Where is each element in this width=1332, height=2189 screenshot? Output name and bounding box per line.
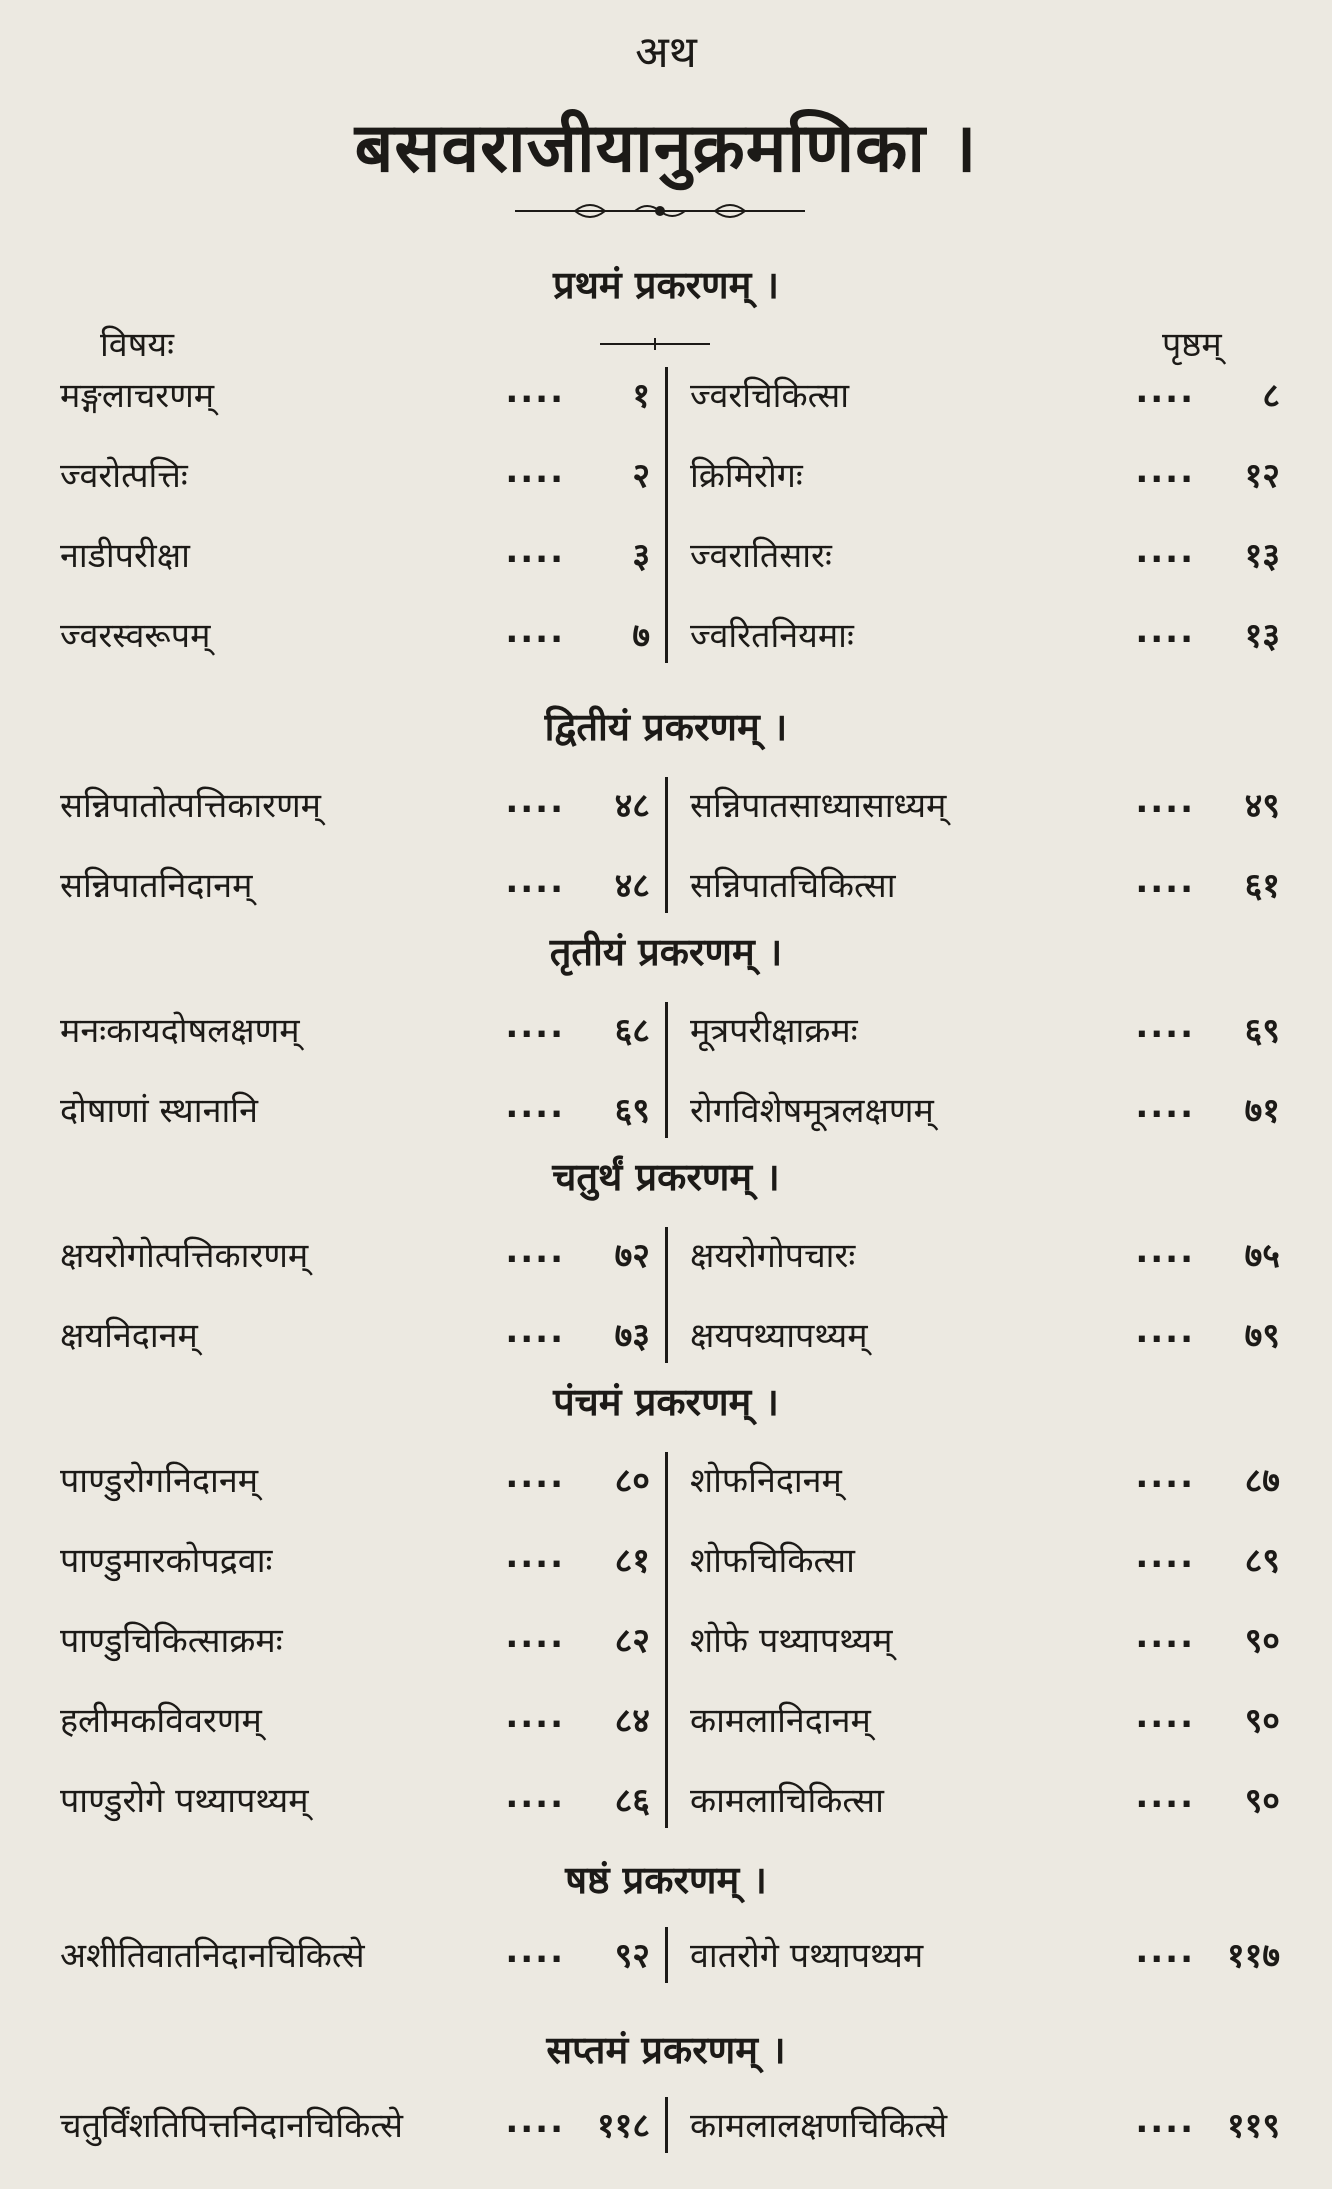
index-entry [690,1530,1280,1590]
index-entry [690,445,1280,505]
entry-label: पाण्डुरोगनिदानम् [60,1461,259,1501]
leader-dots: .... [1135,611,1195,651]
index-entry [690,1225,1280,1285]
entry-label: सन्निपातसाध्यासाध्यम् [690,786,947,826]
index-entry [60,1450,650,1510]
entry-label: मङ्गलाचरणम् [60,376,215,416]
leader-dots: .... [1135,1696,1195,1736]
index-entry [60,775,650,835]
index-entry [60,1690,650,1750]
leader-dots: .... [1135,371,1195,411]
section-heading: षष्ठं प्रकरणम् । [565,1858,767,1902]
entry-page-number: ४८ [614,786,650,826]
entry-page-number: ८६ [614,1781,650,1821]
index-entry [60,445,650,505]
entry-label: मूत्रपरीक्षाक्रमः [690,1011,858,1051]
entry-label: ज्वरस्वरूपम् [60,616,211,656]
section-heading: तृतीयं प्रकरणम् । [549,930,783,974]
entry-page-number: ८२ [614,1621,650,1661]
leader-dots: .... [1135,451,1195,491]
entry-page-number: ४८ [614,866,650,906]
entry-label: शोफनिदानम् [690,1461,842,1501]
section-heading: चतुर्थं प्रकरणम् । [552,1155,780,1199]
leader-dots: .... [1135,531,1195,571]
leader-dots: .... [1135,2101,1195,2141]
entry-page-number: १३ [1244,536,1280,576]
index-entry [690,2095,1280,2155]
index-entry [60,855,650,915]
entry-label: पाण्डुमारकोपद्रवाः [60,1541,273,1581]
leader-dots: .... [1135,1931,1195,1971]
entry-label: ज्वरचिकित्सा [690,376,850,416]
leader-dots: .... [505,1536,565,1576]
entry-page-number: ६१ [1244,866,1280,906]
entry-page-number: ६९ [1244,1011,1280,1051]
subject-column-header: विषयः [100,325,174,365]
index-entry [60,2095,650,2155]
leader-dots: .... [1135,1536,1195,1576]
leader-dots: .... [505,1086,565,1126]
entry-page-number: १२ [1244,456,1280,496]
entry-label: ज्वरोत्पत्तिः [60,456,188,496]
entry-label: सन्निपातोत्पत्तिकारणम् [60,786,321,826]
leader-dots: .... [1135,1231,1195,1271]
leader-dots: .... [505,781,565,821]
entry-page-number: ८० [614,1461,650,1501]
entry-page-number: ८ [1262,376,1280,416]
index-entry [690,855,1280,915]
entry-label: शोफचिकित्सा [690,1541,855,1581]
section-heading: सप्तमं प्रकरणम् । [546,2028,786,2072]
leader-dots: .... [1135,1616,1195,1656]
entry-label: क्षयपथ्यापथ्यम् [690,1316,868,1356]
ornament-divider-icon [515,196,805,226]
entry-label: कामलालक्षणचिकित्से [690,2106,948,2146]
entry-page-number: ७९ [1244,1316,1280,1356]
index-entry [690,775,1280,835]
leader-dots: .... [505,1696,565,1736]
leader-dots: .... [1135,1776,1195,1816]
entry-label: शोफे पथ्यापथ्यम् [690,1621,893,1661]
entry-label: पाण्डुचिकित्साक्रमः [60,1621,283,1661]
entry-page-number: १३ [1244,616,1280,656]
index-entry [60,1610,650,1670]
entry-label: क्षयरोगोत्पत्तिकारणम् [60,1236,309,1276]
leader-dots: .... [1135,1086,1195,1126]
entry-page-number: ७२ [614,1236,650,1276]
entry-label: रोगविशेषमूत्रलक्षणम् [690,1091,934,1131]
index-entry [60,1305,650,1365]
leader-dots: .... [1135,781,1195,821]
index-entry [690,1925,1280,1985]
index-entry [60,365,650,425]
leader-dots: .... [505,611,565,651]
index-entry [60,1000,650,1060]
entry-page-number: ८१ [614,1541,650,1581]
index-entry [690,1305,1280,1365]
index-entry [60,605,650,665]
entry-label: क्षयनिदानम् [60,1316,198,1356]
leader-dots: .... [505,1616,565,1656]
entry-page-number: ७ [632,616,650,656]
leader-dots: .... [505,451,565,491]
leader-dots: .... [505,1311,565,1351]
entry-label: ज्वरितनियमाः [690,616,854,656]
entry-page-number: ८७ [1244,1461,1280,1501]
entry-page-number: ६८ [614,1011,650,1051]
entry-label: अशीतिवातनिदानचिकित्से [60,1936,365,1976]
index-entry [60,1080,650,1140]
entry-page-number: ११९ [1226,2106,1280,2146]
column-divider [665,2097,668,2153]
entry-page-number: ६९ [614,1091,650,1131]
section-heading: पंचमं प्रकरणम् । [553,1380,779,1424]
leader-dots: .... [505,1456,565,1496]
leader-dots: .... [505,531,565,571]
entry-page-number: ९० [1244,1781,1280,1821]
entry-page-number: ८९ [1244,1541,1280,1581]
leader-dots: .... [1135,861,1195,901]
entry-label: हलीमकविवरणम् [60,1701,262,1741]
pre-title: अथ [635,27,697,78]
index-entry [690,605,1280,665]
page-title: बसवराजीयानुक्रमणिका । [354,109,978,188]
index-entry [690,1610,1280,1670]
column-divider [665,367,668,663]
leader-dots: .... [505,1231,565,1271]
column-divider [665,1227,668,1363]
section-heading: द्वितीयं प्रकरणम् । [544,705,788,749]
index-entry [690,365,1280,425]
leader-dots: .... [505,2101,565,2141]
entry-label: दोषाणां स्थानानि [60,1091,258,1131]
leader-dots: .... [505,861,565,901]
index-entry [60,525,650,585]
entry-page-number: २ [632,456,650,496]
entry-page-number: ७३ [614,1316,650,1356]
entry-page-number: ३ [632,536,650,576]
entry-page-number: ९० [1244,1621,1280,1661]
small-rule-icon [600,338,710,350]
leader-dots: .... [505,371,565,411]
entry-page-number: ८४ [614,1701,650,1741]
entry-label: वातरोगे पथ्यापथ्यम [690,1936,924,1976]
entry-label: कामलाचिकित्सा [690,1781,884,1821]
entry-label: नाडीपरीक्षा [60,536,190,576]
entry-page-number: ७१ [1244,1091,1280,1131]
index-entry [690,1000,1280,1060]
index-entry [690,1770,1280,1830]
column-divider [665,1452,668,1828]
index-entry [60,1530,650,1590]
leader-dots: .... [505,1006,565,1046]
entry-label: सन्निपातनिदानम् [60,866,253,906]
leader-dots: .... [505,1776,565,1816]
page-column-header: पृष्ठम् [1162,325,1222,365]
entry-page-number: ९० [1244,1701,1280,1741]
column-divider [665,1002,668,1138]
column-divider [665,777,668,913]
entry-page-number: ९२ [614,1936,650,1976]
entry-page-number: ४९ [1244,786,1280,826]
leader-dots: .... [1135,1006,1195,1046]
entry-label: पाण्डुरोगे पथ्यापथ्यम् [60,1781,309,1821]
entry-label: चतुर्विंशतिपित्तनिदानचिकित्से [60,2106,404,2146]
entry-page-number: ११८ [596,2106,650,2146]
entry-page-number: ११७ [1226,1936,1280,1976]
entry-label: मनःकायदोषलक्षणम् [60,1011,300,1051]
entry-label: सन्निपातचिकित्सा [690,866,896,906]
index-entry [690,1450,1280,1510]
index-entry [690,525,1280,585]
entry-label: कामलानिदानम् [690,1701,871,1741]
index-entry [690,1690,1280,1750]
index-entry [690,1080,1280,1140]
entry-label: क्षयरोगोपचारः [690,1236,856,1276]
entry-page-number: १ [632,376,650,416]
section-heading: प्रथमं प्रकरणम् । [552,263,780,307]
entry-label: ज्वरातिसारः [690,536,832,576]
index-entry [60,1770,650,1830]
column-divider [665,1927,668,1983]
index-entry [60,1925,650,1985]
entry-label: क्रिमिरोगः [690,456,803,496]
leader-dots: .... [1135,1311,1195,1351]
entry-page-number: ७५ [1244,1236,1280,1276]
index-entry [60,1225,650,1285]
leader-dots: .... [1135,1456,1195,1496]
leader-dots: .... [505,1931,565,1971]
